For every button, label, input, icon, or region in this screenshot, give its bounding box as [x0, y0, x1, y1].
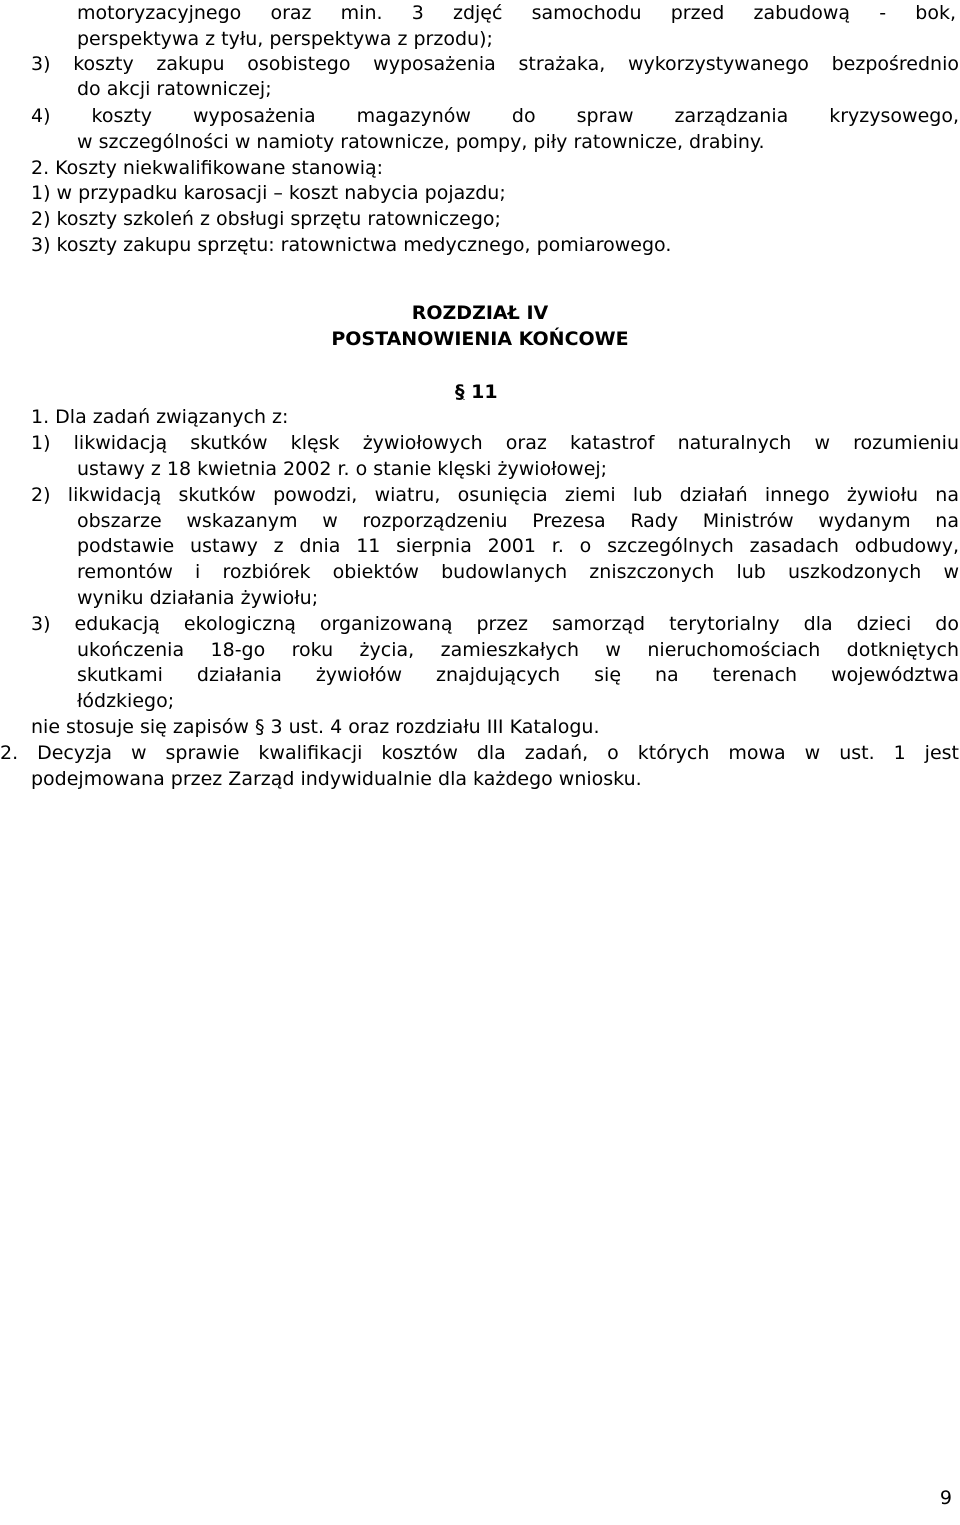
paragraph-number: 11	[464, 381, 498, 403]
text-line: ustawy z 18 kwietnia 2002 r. o stanie klęski żywiołowej;	[77, 458, 608, 480]
section-sign-icon: §	[254, 716, 265, 738]
paragraph-heading	[455, 380, 498, 406]
text-line: podejmowana przez Zarząd indywidualnie dla każdego wniosku.	[31, 768, 642, 790]
text-line: łódzkiego;	[77, 690, 175, 712]
chapter-number: ROZDZIAŁ IV	[411, 302, 549, 324]
section-sign-icon: §	[455, 381, 465, 403]
text-line: podstawie ustawy z dnia 11 sierpnia 2001 r. o szczególnych zasadach odbudowy,	[77, 535, 959, 557]
text-line: 4) koszty wyposażenia magazynów do spraw zarządzania kryzysowego,	[31, 105, 959, 127]
text-line: ukończenia 18-go roku życia, zamieszkałych w nieruchomościach dotkniętych	[77, 639, 959, 661]
text-line: remontów i rozbiórek obiektów budowlanych zniszczonych lub uszkodzonych w	[77, 561, 959, 583]
text-line: 2. Koszty niekwalifikowane stanowią:	[31, 157, 384, 179]
text-line-with-section-ref	[31, 715, 599, 741]
text-after-ref: 3 ust. 4 oraz rozdziału III Katalogu.	[264, 716, 600, 738]
text-line: 2) koszty szkoleń z obsługi sprzętu ratowniczego;	[31, 208, 501, 230]
text-line: 2) likwidacją skutków powodzi, wiatru, osunięcia ziemi lub działań innego żywiołu na	[31, 484, 959, 506]
text-line: 3) koszty zakupu sprzętu: ratownictwa medycznego, pomiarowego.	[31, 234, 672, 256]
text-line: perspektywa z tyłu, perspektywa z przodu);	[77, 28, 493, 50]
text-line: w szczególności w namioty ratownicze, pompy, piły ratownicze, drabiny.	[77, 131, 765, 153]
page-number: 9	[939, 1487, 952, 1509]
chapter-title: POSTANOWIENIA KOŃCOWE	[331, 328, 629, 350]
text-line: 1. Dla zadań związanych z:	[31, 406, 289, 428]
text-line: 1) likwidacją skutków klęsk żywiołowych oraz katastrof naturalnych w rozumieniu	[31, 432, 959, 454]
text-before-ref: nie stosuje się zapisów	[31, 716, 255, 738]
text-line: wyniku działania żywiołu;	[77, 587, 319, 609]
text-line: 1) w przypadku karosacji – koszt nabycia pojazdu;	[31, 182, 506, 204]
text-line: do akcji ratowniczej;	[77, 78, 272, 100]
text-line: skutkami działania żywiołów znajdujących się na terenach województwa	[77, 664, 959, 686]
text-line: 3) koszty zakupu osobistego wyposażenia strażaka, wykorzystywanego bezpośrednio	[31, 53, 959, 75]
text-line: 3) edukacją ekologiczną organizowaną przez samorząd terytorialny dla dzieci do	[31, 613, 959, 635]
text-line: 2. Decyzja w sprawie kwalifikacji kosztów dla zadań, o których mowa w ust. 1 jest	[0, 742, 959, 764]
text-line: motoryzacyjnego oraz min. 3 zdjęć samochodu przed zabudową - bok,	[77, 2, 956, 24]
text-line: obszarze wskazanym w rozporządzeniu Prezesa Rady Ministrów wydanym na	[77, 510, 959, 532]
